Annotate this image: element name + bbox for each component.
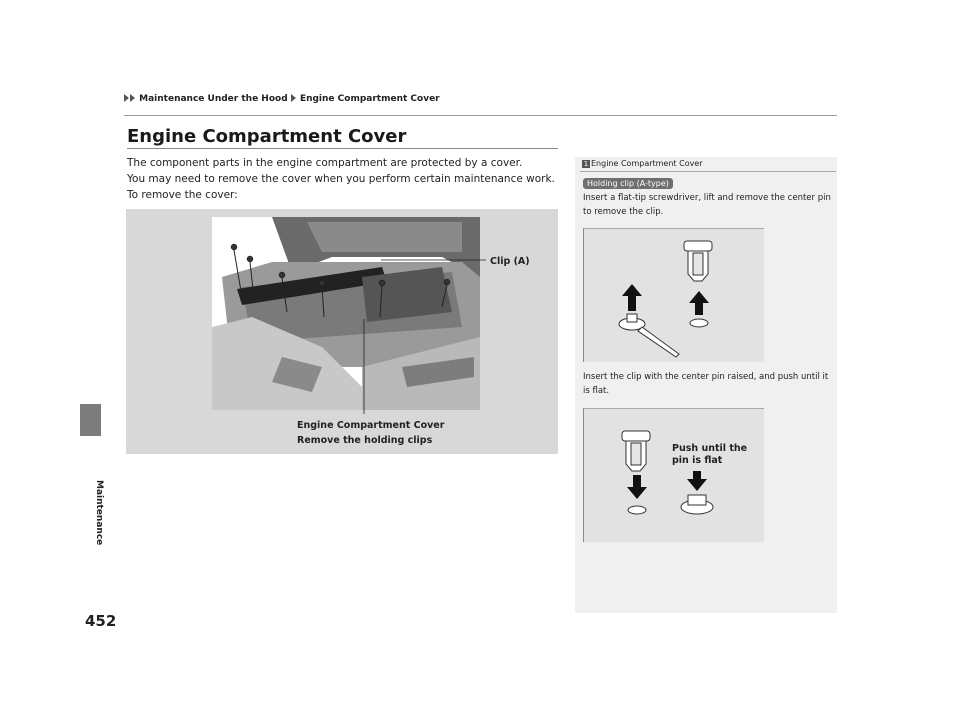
sidebar-divider <box>580 171 836 172</box>
clip-install-illustration <box>583 408 764 542</box>
chapter-tab-label: Maintenance <box>94 480 104 546</box>
breadcrumb-arrow-icon <box>130 94 135 102</box>
title-divider <box>127 148 558 149</box>
breadcrumb-arrow-icon <box>124 94 129 102</box>
up-arrow-icon <box>622 284 642 311</box>
page-title: Engine Compartment Cover <box>127 126 407 147</box>
cover-callout-line: Engine Compartment Cover <box>297 420 445 431</box>
intro-text <box>127 155 567 203</box>
removal-instructions: Insert a flat-tip screwdriver, lift and remove the center pin to remove the clip. <box>583 193 831 217</box>
breadcrumb <box>124 94 440 104</box>
chapter-tab-marker <box>80 404 101 436</box>
intro-line: You may need to remove the cover when you perform certain maintenance work. <box>127 173 555 185</box>
breadcrumb-current: Engine Compartment Cover <box>299 94 440 104</box>
breadcrumb-parent[interactable]: Maintenance Under the Hood <box>139 94 288 104</box>
page-number: 452 <box>85 612 117 630</box>
down-arrow-icon <box>627 475 647 499</box>
sidebar-heading <box>582 159 703 168</box>
installation-instructions: Insert the clip with the center pin raised, and push until it is flat. <box>583 372 829 396</box>
intro-line: To remove the cover: <box>127 189 238 201</box>
intro-line: The component parts in the engine compartment are protected by a cover. <box>127 157 523 169</box>
breadcrumb-arrow-icon <box>291 94 296 102</box>
clip-type-badge: Holding clip (A-type) <box>583 178 673 189</box>
sidebar-heading-text: Engine Compartment Cover <box>591 159 703 168</box>
reference-number-icon: 1 <box>583 160 589 168</box>
push-callout <box>672 443 747 467</box>
clip-removal-illustration <box>583 228 764 362</box>
down-arrow-icon <box>687 471 707 491</box>
clip-a-callout: Clip (A) <box>490 256 530 267</box>
header-divider <box>124 115 837 116</box>
up-arrow-icon <box>689 291 709 315</box>
cover-callout-line: Remove the holding clips <box>297 435 433 446</box>
push-callout-line: Push until the <box>672 443 748 454</box>
cover-callout <box>297 418 444 448</box>
push-callout-line: pin is flat <box>672 455 723 466</box>
